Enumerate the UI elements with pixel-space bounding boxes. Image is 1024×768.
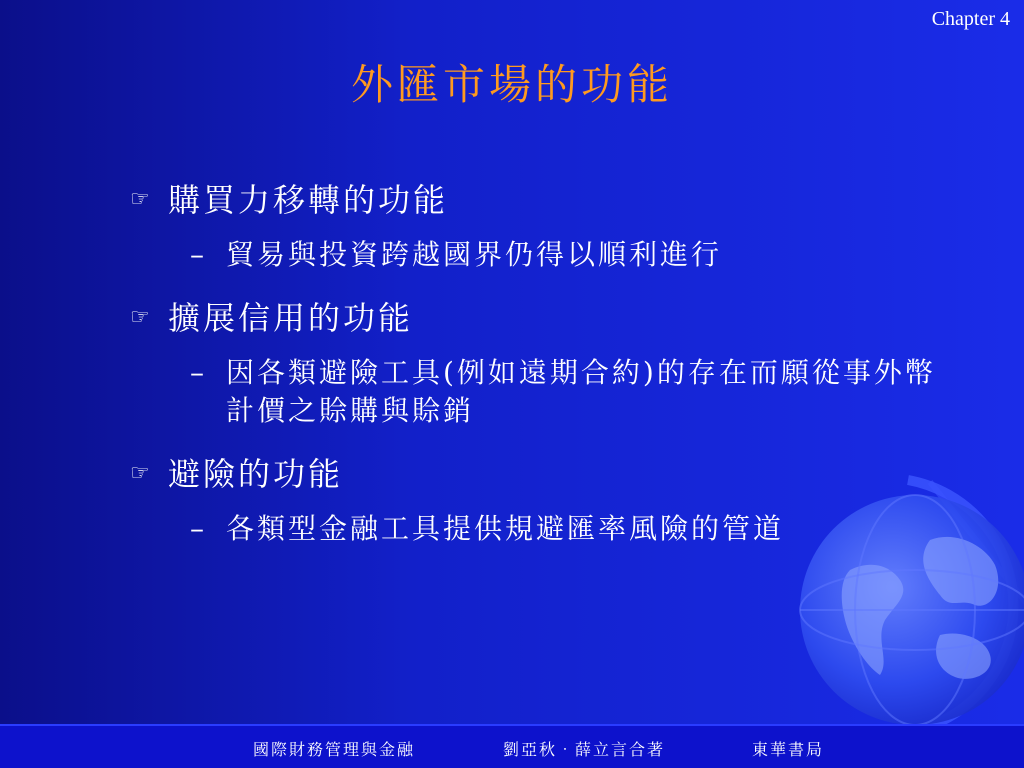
bullet-label: 購買力移轉的功能	[168, 181, 449, 219]
sub-bullet-text: 各類型金融工具提供規避匯率風險的管道	[226, 512, 785, 545]
bullet-item	[130, 178, 960, 222]
dash: –	[190, 356, 207, 389]
pointing-hand-icon: ☞	[130, 305, 153, 330]
footer-bar	[0, 724, 1024, 768]
footer-book-title: 國際財務管理與金融	[253, 739, 416, 759]
dash: –	[190, 238, 207, 271]
bullet-item	[130, 296, 960, 340]
bullet-label: 擴展信用的功能	[168, 299, 414, 337]
chapter-label: Chapter 4	[931, 8, 1010, 30]
sub-bullet-text: 貿易與投資跨越國界仍得以順利進行	[226, 238, 723, 271]
pointing-hand-icon: ☞	[130, 187, 153, 212]
bullet-list	[130, 178, 960, 570]
sub-bullet	[130, 510, 960, 548]
sub-bullet	[130, 236, 960, 274]
sub-bullet	[130, 354, 960, 430]
dash: –	[190, 512, 207, 545]
footer-publisher: 東華書局	[752, 739, 825, 759]
footer-authors: 劉亞秋‧薛立言合著	[503, 739, 666, 759]
pointing-hand-icon: ☞	[130, 461, 153, 486]
bullet-item	[130, 452, 960, 496]
bullet-label: 避險的功能	[168, 455, 344, 493]
sub-bullet-text: 因各類避險工具(例如遠期合約)的存在而願從事外幣計價之賒購與賒銷	[226, 356, 936, 427]
slide-title: 外匯市場的功能	[350, 60, 673, 109]
